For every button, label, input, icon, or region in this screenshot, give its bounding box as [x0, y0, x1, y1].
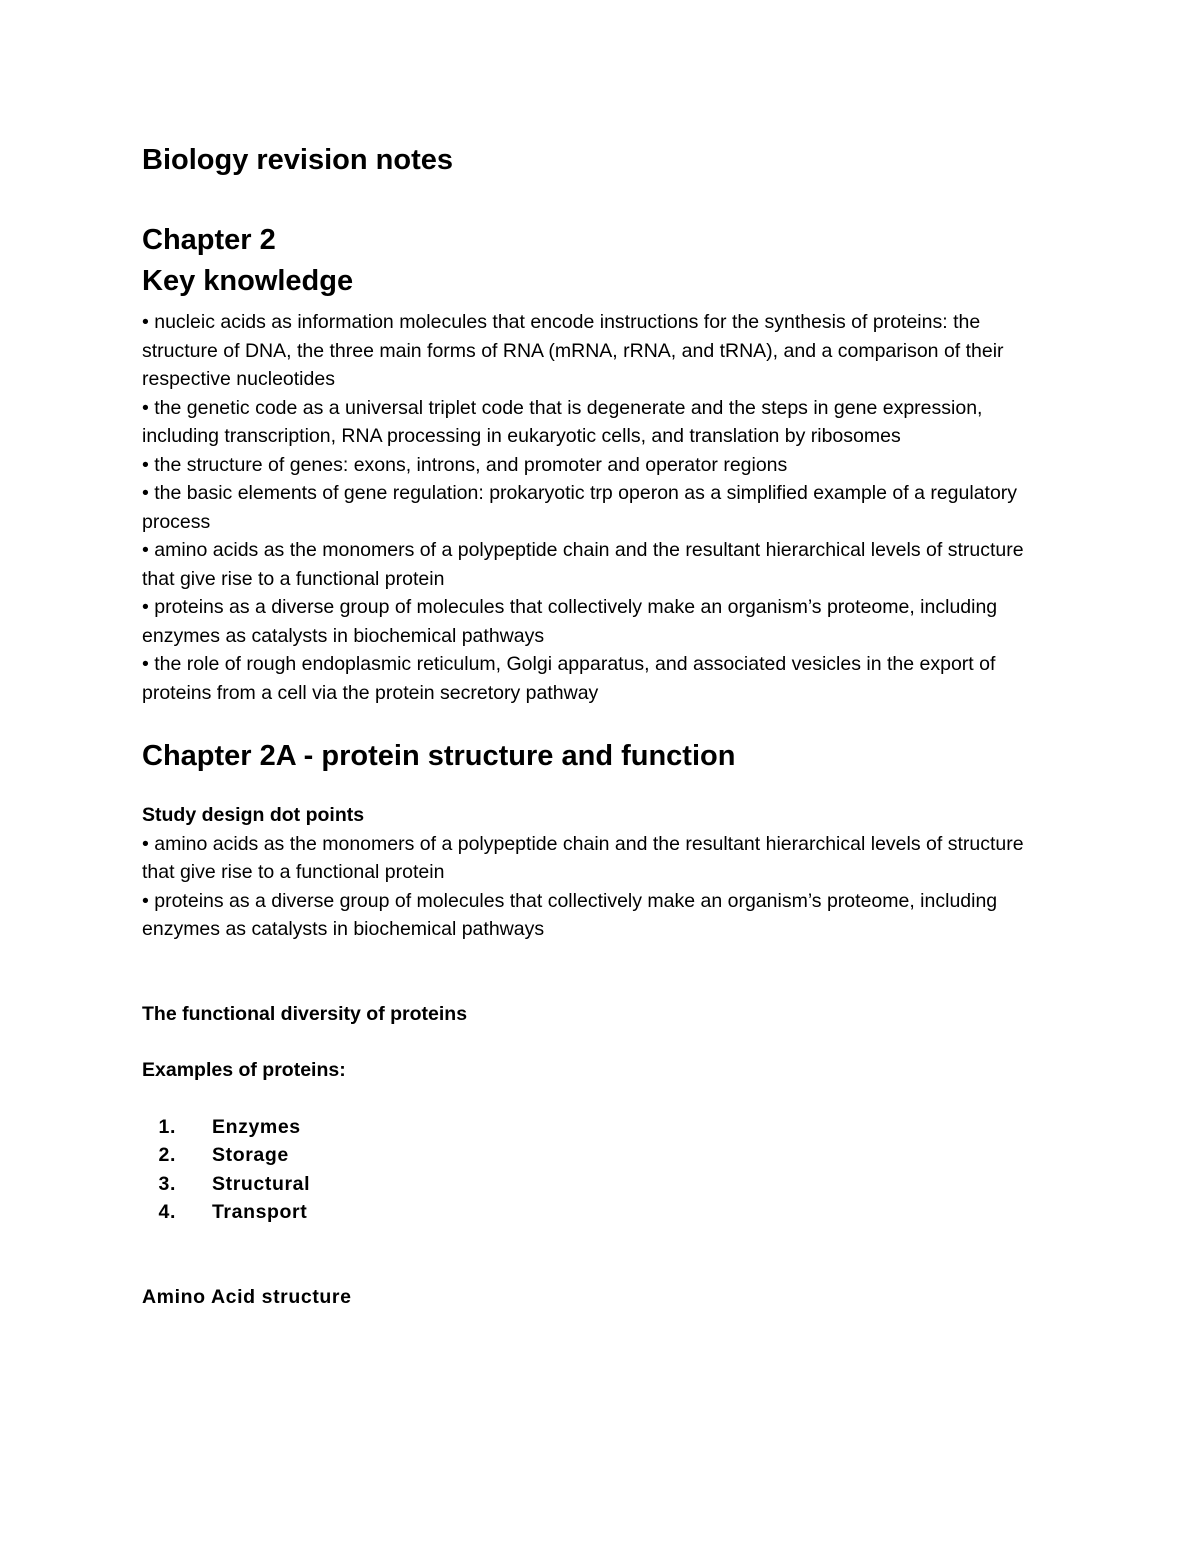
document-title: Biology revision notes — [142, 144, 453, 176]
list-item-label: Structural — [212, 1172, 311, 1195]
study-design-point: • amino acids as the monomers of a polypeptide chain and the resultant hierarchical levels of structure that give rise to a functional protein — [142, 832, 1024, 883]
key-knowledge-point: • amino acids as the monomers of a polypeptide chain and the resultant hierarchical levels of structure that give rise to a functional protein — [142, 539, 1024, 590]
study-design-point: • proteins as a diverse group of molecules that collectively make an organism’s proteome, including enzymes as catalysts in biochemical pathways — [142, 889, 998, 940]
list-item — [142, 1198, 1052, 1227]
list-item-number: 4. — [158, 1201, 176, 1223]
section-2a-heading: Chapter 2A - protein structure and function — [142, 740, 736, 772]
study-design-label: Study design dot points — [142, 804, 365, 826]
key-knowledge-point: • the genetic code as a universal triplet code that is degenerate and the steps in gene expression, including transcription, RNA processing in eukaryotic cells, and translation by ribosomes — [142, 396, 983, 447]
examples-list — [142, 1113, 1052, 1227]
functional-diversity-heading: The functional diversity of proteins — [142, 1002, 468, 1025]
list-item-label: Transport — [212, 1201, 308, 1223]
examples-heading: Examples of proteins: — [142, 1059, 346, 1081]
list-item-label: Enzymes — [212, 1115, 301, 1138]
study-design-list — [142, 830, 1052, 944]
key-knowledge-heading: Key knowledge — [142, 265, 354, 297]
list-item — [142, 1170, 1052, 1199]
key-knowledge-point: • nucleic acids as information molecules that encode instructions for the synthesis of proteins: the structure of DNA, the three main forms of RNA (mRNA, rRNA, and tRNA), and a comparison of their respective nucleotides — [142, 311, 1004, 390]
key-knowledge-point: • the structure of genes: exons, introns, and promoter and operator regions — [142, 453, 788, 476]
key-knowledge-point: • the basic elements of gene regulation: prokaryotic trp operon as a simplified example of a regulatory process — [142, 482, 1018, 533]
key-knowledge-list — [142, 308, 1052, 707]
list-item-number: 1. — [158, 1115, 176, 1138]
amino-acid-heading: Amino Acid structure — [142, 1285, 352, 1308]
key-knowledge-point: • the role of rough endoplasmic reticulum, Golgi apparatus, and associated vesicles in the export of proteins from a cell via the protein secretory pathway — [142, 653, 996, 704]
list-item-number: 3. — [158, 1172, 176, 1195]
key-knowledge-point: • proteins as a diverse group of molecules that collectively make an organism’s proteome, including enzymes as catalysts in biochemical pathways — [142, 596, 998, 647]
document-content — [142, 140, 1052, 1311]
list-item — [142, 1113, 1052, 1142]
list-item — [142, 1141, 1052, 1170]
chapter-heading: Chapter 2 — [142, 224, 276, 256]
list-item-number: 2. — [158, 1144, 176, 1166]
list-item-label: Storage — [212, 1144, 289, 1166]
